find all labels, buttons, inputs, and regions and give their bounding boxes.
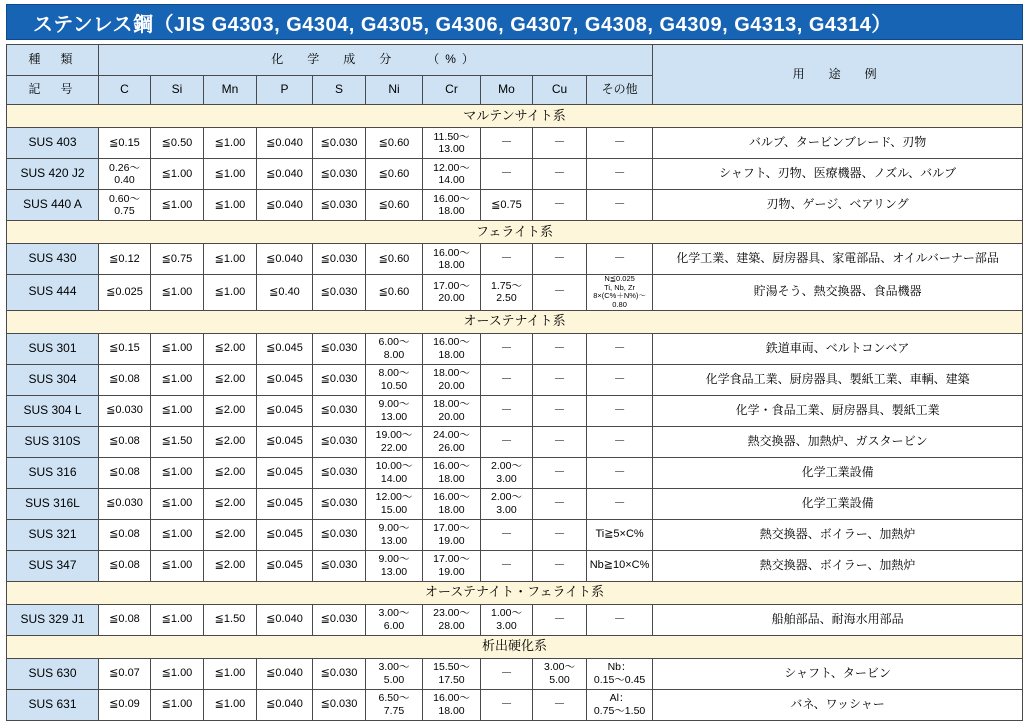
- cell-ni: 6.50～ 7.75: [366, 689, 423, 720]
- cell-mn: ≦1.00: [204, 244, 257, 275]
- table-row: [7, 275, 1023, 311]
- cell-ni: 12.00～ 15.00: [366, 488, 423, 519]
- group-name: オーステナイト系: [7, 310, 1023, 333]
- cell-cu: －: [533, 550, 587, 581]
- cell-use: 刃物、ゲージ、ベアリング: [653, 190, 1023, 221]
- cell-cr: 15.50～ 17.50: [423, 658, 481, 689]
- cell-s: ≦0.030: [313, 519, 366, 550]
- header-row-top: [7, 45, 1023, 76]
- cell-ni: ≦0.60: [366, 159, 423, 190]
- cell-mo: －: [481, 689, 533, 720]
- cell-cu: －: [533, 364, 587, 395]
- cell-p: ≦0.045: [257, 488, 313, 519]
- cell-use: シャフト、タービン: [653, 658, 1023, 689]
- cell-si: ≦1.00: [151, 395, 204, 426]
- cell-other: －: [587, 426, 653, 457]
- header-element-p: P: [257, 76, 313, 105]
- table-body: [7, 105, 1023, 721]
- cell-mo: －: [481, 426, 533, 457]
- group-name: 析出硬化系: [7, 635, 1023, 658]
- cell-c: ≦0.08: [99, 364, 151, 395]
- cell-s: ≦0.030: [313, 689, 366, 720]
- cell-use: シャフト、刃物、医療機器、ノズル、バルブ: [653, 159, 1023, 190]
- cell-ni: 9.00～ 13.00: [366, 550, 423, 581]
- cell-mo: －: [481, 519, 533, 550]
- cell-mn: ≦1.00: [204, 689, 257, 720]
- table-row: [7, 395, 1023, 426]
- cell-s: ≦0.030: [313, 426, 366, 457]
- header-element-ni: Ni: [366, 76, 423, 105]
- grade-code: SUS 444: [7, 275, 99, 311]
- cell-use: 貯湯そう、熱交換器、食品機器: [653, 275, 1023, 311]
- cell-other: －: [587, 159, 653, 190]
- group-header-row: [7, 581, 1023, 604]
- header-kind-line1: 種 類: [7, 45, 99, 76]
- table-row: [7, 244, 1023, 275]
- cell-use: 船舶部品、耐海水用部品: [653, 604, 1023, 635]
- cell-si: ≦0.50: [151, 128, 204, 159]
- cell-p: ≦0.045: [257, 457, 313, 488]
- cell-ni: ≦0.60: [366, 244, 423, 275]
- cell-cu: －: [533, 426, 587, 457]
- cell-mo: 1.00～ 3.00: [481, 604, 533, 635]
- table-row: [7, 604, 1023, 635]
- table-row: [7, 190, 1023, 221]
- table-head: [7, 45, 1023, 105]
- cell-p: ≦0.40: [257, 275, 313, 311]
- table-row: [7, 364, 1023, 395]
- cell-si: ≦1.00: [151, 275, 204, 311]
- grade-code: SUS 430: [7, 244, 99, 275]
- header-element-cu: Cu: [533, 76, 587, 105]
- cell-s: ≦0.030: [313, 550, 366, 581]
- cell-use: 熱交換器、加熱炉、ガスタービン: [653, 426, 1023, 457]
- cell-s: ≦0.030: [313, 604, 366, 635]
- cell-c: ≦0.07: [99, 658, 151, 689]
- grade-code: SUS 630: [7, 658, 99, 689]
- table-row: [7, 550, 1023, 581]
- cell-s: ≦0.030: [313, 395, 366, 426]
- cell-cr: 16.00～ 18.00: [423, 244, 481, 275]
- cell-p: ≦0.040: [257, 244, 313, 275]
- cell-ni: ≦0.60: [366, 128, 423, 159]
- cell-other: －: [587, 244, 653, 275]
- cell-cu: －: [533, 275, 587, 311]
- grade-code: SUS 310S: [7, 426, 99, 457]
- cell-use: 化学食品工業、厨房器具、製紙工業、車輌、建築: [653, 364, 1023, 395]
- table-row: [7, 159, 1023, 190]
- cell-use: 熱交換器、ボイラー、加熱炉: [653, 519, 1023, 550]
- grade-code: SUS 440 A: [7, 190, 99, 221]
- cell-cu: －: [533, 395, 587, 426]
- steel-spec-table: [6, 44, 1023, 721]
- cell-use: 鉄道車両、ベルトコンベア: [653, 333, 1023, 364]
- cell-p: ≦0.040: [257, 190, 313, 221]
- cell-s: ≦0.030: [313, 333, 366, 364]
- header-element-mn: Mn: [204, 76, 257, 105]
- cell-c: ≦0.030: [99, 395, 151, 426]
- cell-ni: 8.00～ 10.50: [366, 364, 423, 395]
- header-element-other: その他: [587, 76, 653, 105]
- cell-p: ≦0.040: [257, 689, 313, 720]
- cell-cu: －: [533, 128, 587, 159]
- cell-s: ≦0.030: [313, 275, 366, 311]
- cell-ni: 6.00～ 8.00: [366, 333, 423, 364]
- cell-mn: ≦2.00: [204, 333, 257, 364]
- cell-other: －: [587, 488, 653, 519]
- cell-cr: 16.00～ 18.00: [423, 488, 481, 519]
- cell-cu: －: [533, 333, 587, 364]
- cell-si: ≦1.00: [151, 689, 204, 720]
- cell-other: －: [587, 457, 653, 488]
- grade-code: SUS 321: [7, 519, 99, 550]
- cell-s: ≦0.030: [313, 488, 366, 519]
- cell-mo: 2.00～ 3.00: [481, 488, 533, 519]
- table-row: [7, 128, 1023, 159]
- cell-mn: ≦2.00: [204, 457, 257, 488]
- cell-si: ≦1.50: [151, 426, 204, 457]
- header-element-si: Si: [151, 76, 204, 105]
- cell-p: ≦0.045: [257, 364, 313, 395]
- cell-use: 化学工業設備: [653, 488, 1023, 519]
- group-name: フェライト系: [7, 221, 1023, 244]
- cell-s: ≦0.030: [313, 244, 366, 275]
- cell-cu: －: [533, 190, 587, 221]
- cell-cu: －: [533, 457, 587, 488]
- cell-si: ≦1.00: [151, 159, 204, 190]
- cell-ni: 3.00～ 5.00: [366, 658, 423, 689]
- cell-mo: 1.75～ 2.50: [481, 275, 533, 311]
- cell-cr: 17.00～ 20.00: [423, 275, 481, 311]
- cell-mo: －: [481, 550, 533, 581]
- cell-use: 化学・食品工業、厨房器具、製紙工業: [653, 395, 1023, 426]
- cell-p: ≦0.045: [257, 426, 313, 457]
- cell-use: 化学工業設備: [653, 457, 1023, 488]
- header-kind-line2: 記 号: [7, 76, 99, 105]
- cell-mn: ≦1.00: [204, 190, 257, 221]
- cell-mn: ≦1.00: [204, 159, 257, 190]
- group-header-row: [7, 635, 1023, 658]
- cell-c: ≦0.08: [99, 426, 151, 457]
- grade-code: SUS 631: [7, 689, 99, 720]
- table-row: [7, 426, 1023, 457]
- cell-cr: 17.00～ 19.00: [423, 519, 481, 550]
- cell-cu: －: [533, 519, 587, 550]
- cell-mn: ≦2.00: [204, 550, 257, 581]
- cell-c: 0.26～ 0.40: [99, 159, 151, 190]
- header-element-s: S: [313, 76, 366, 105]
- grade-code: SUS 329 J1: [7, 604, 99, 635]
- cell-other: －: [587, 128, 653, 159]
- table-row: [7, 488, 1023, 519]
- cell-si: ≦1.00: [151, 550, 204, 581]
- header-element-cr: Cr: [423, 76, 481, 105]
- grade-code: SUS 420 J2: [7, 159, 99, 190]
- cell-cu: －: [533, 604, 587, 635]
- cell-cu: －: [533, 488, 587, 519]
- cell-si: ≦1.00: [151, 604, 204, 635]
- cell-other: －: [587, 364, 653, 395]
- cell-p: ≦0.040: [257, 604, 313, 635]
- grade-code: SUS 403: [7, 128, 99, 159]
- group-name: マルテンサイト系: [7, 105, 1023, 128]
- grade-code: SUS 304 L: [7, 395, 99, 426]
- page-root: [0, 4, 1029, 717]
- cell-mo: －: [481, 395, 533, 426]
- table-row: [7, 689, 1023, 720]
- cell-cr: 16.00～ 18.00: [423, 457, 481, 488]
- cell-other: －: [587, 190, 653, 221]
- table-row: [7, 333, 1023, 364]
- group-header-row: [7, 221, 1023, 244]
- grade-code: SUS 301: [7, 333, 99, 364]
- cell-cr: 16.00～ 18.00: [423, 333, 481, 364]
- cell-other: Ti≧5×C%: [587, 519, 653, 550]
- cell-c: ≦0.08: [99, 519, 151, 550]
- cell-cu: －: [533, 244, 587, 275]
- cell-s: ≦0.030: [313, 658, 366, 689]
- table-row: [7, 457, 1023, 488]
- cell-cr: 11.50～ 13.00: [423, 128, 481, 159]
- cell-p: ≦0.040: [257, 159, 313, 190]
- cell-s: ≦0.030: [313, 128, 366, 159]
- cell-mn: ≦2.00: [204, 488, 257, 519]
- cell-c: ≦0.025: [99, 275, 151, 311]
- cell-mo: －: [481, 159, 533, 190]
- cell-cu: 3.00～ 5.00: [533, 658, 587, 689]
- grade-code: SUS 304: [7, 364, 99, 395]
- cell-ni: 3.00～ 6.00: [366, 604, 423, 635]
- cell-ni: 9.00～ 13.00: [366, 519, 423, 550]
- cell-si: ≦1.00: [151, 364, 204, 395]
- cell-mn: ≦2.00: [204, 426, 257, 457]
- cell-cr: 16.00～ 18.00: [423, 190, 481, 221]
- cell-other: －: [587, 333, 653, 364]
- cell-p: ≦0.040: [257, 128, 313, 159]
- cell-s: ≦0.030: [313, 190, 366, 221]
- cell-cr: 18.00～ 20.00: [423, 364, 481, 395]
- cell-s: ≦0.030: [313, 159, 366, 190]
- cell-mn: ≦2.00: [204, 364, 257, 395]
- cell-c: ≦0.12: [99, 244, 151, 275]
- cell-si: ≦1.00: [151, 190, 204, 221]
- header-use: 用 途 例: [653, 45, 1023, 105]
- cell-ni: 9.00～ 13.00: [366, 395, 423, 426]
- cell-mn: ≦1.00: [204, 658, 257, 689]
- cell-use: 化学工業、建築、厨房器具、家電部品、オイルバーナー部品: [653, 244, 1023, 275]
- cell-mn: ≦2.00: [204, 395, 257, 426]
- cell-s: ≦0.030: [313, 364, 366, 395]
- cell-mo: －: [481, 364, 533, 395]
- header-composition: 化 学 成 分 （%）: [99, 45, 653, 76]
- grade-code: SUS 316L: [7, 488, 99, 519]
- page-title: ステンレス鋼（JIS G4303, G4304, G4305, G4306, G4307, G4308, G4309, G4313, G4314）: [33, 13, 892, 36]
- cell-mn: ≦2.00: [204, 519, 257, 550]
- cell-c: ≦0.09: [99, 689, 151, 720]
- cell-cr: 18.00～ 20.00: [423, 395, 481, 426]
- cell-mn: ≦1.00: [204, 275, 257, 311]
- page-title-bar: [6, 4, 1023, 40]
- header-element-c: C: [99, 76, 151, 105]
- cell-c: ≦0.08: [99, 550, 151, 581]
- cell-ni: 10.00～ 14.00: [366, 457, 423, 488]
- group-name: オーステナイト・フェライト系: [7, 581, 1023, 604]
- cell-cr: 23.00～ 28.00: [423, 604, 481, 635]
- group-header-row: [7, 310, 1023, 333]
- cell-mo: －: [481, 128, 533, 159]
- cell-p: ≦0.045: [257, 395, 313, 426]
- cell-ni: ≦0.60: [366, 275, 423, 311]
- cell-c: ≦0.08: [99, 604, 151, 635]
- cell-use: バルブ、タービンブレード、刃物: [653, 128, 1023, 159]
- grade-code: SUS 316: [7, 457, 99, 488]
- cell-use: 熱交換器、ボイラー、加熱炉: [653, 550, 1023, 581]
- cell-cu: －: [533, 159, 587, 190]
- cell-p: ≦0.045: [257, 519, 313, 550]
- cell-mo: －: [481, 244, 533, 275]
- cell-si: ≦0.75: [151, 244, 204, 275]
- cell-si: ≦1.00: [151, 457, 204, 488]
- cell-other: Al： 0.75～1.50: [587, 689, 653, 720]
- cell-c: ≦0.15: [99, 333, 151, 364]
- group-header-row: [7, 105, 1023, 128]
- cell-mo: －: [481, 333, 533, 364]
- cell-si: ≦1.00: [151, 658, 204, 689]
- cell-cr: 24.00～ 26.00: [423, 426, 481, 457]
- cell-other: Nb： 0.15～0.45: [587, 658, 653, 689]
- cell-p: ≦0.045: [257, 333, 313, 364]
- table-row: [7, 658, 1023, 689]
- cell-other: Nb≧10×C%: [587, 550, 653, 581]
- grade-code: SUS 347: [7, 550, 99, 581]
- cell-other: N≦0.025 Ti, Nb, Zr 8×(C%＋N%)～0.80: [587, 275, 653, 311]
- cell-c: ≦0.030: [99, 488, 151, 519]
- cell-mo: 2.00～ 3.00: [481, 457, 533, 488]
- cell-other: －: [587, 604, 653, 635]
- cell-s: ≦0.030: [313, 457, 366, 488]
- cell-si: ≦1.00: [151, 519, 204, 550]
- table-row: [7, 519, 1023, 550]
- cell-other: －: [587, 395, 653, 426]
- cell-cr: 12.00～ 14.00: [423, 159, 481, 190]
- cell-use: バネ、ワッシャー: [653, 689, 1023, 720]
- cell-cr: 16.00～ 18.00: [423, 689, 481, 720]
- cell-si: ≦1.00: [151, 488, 204, 519]
- cell-p: ≦0.040: [257, 658, 313, 689]
- cell-cu: －: [533, 689, 587, 720]
- cell-mo: ≦0.75: [481, 190, 533, 221]
- header-element-mo: Mo: [481, 76, 533, 105]
- cell-p: ≦0.045: [257, 550, 313, 581]
- cell-ni: ≦0.60: [366, 190, 423, 221]
- cell-mn: ≦1.50: [204, 604, 257, 635]
- cell-si: ≦1.00: [151, 333, 204, 364]
- cell-mn: ≦1.00: [204, 128, 257, 159]
- cell-ni: 19.00～ 22.00: [366, 426, 423, 457]
- cell-mo: －: [481, 658, 533, 689]
- cell-c: 0.60～ 0.75: [99, 190, 151, 221]
- cell-cr: 17.00～ 19.00: [423, 550, 481, 581]
- cell-c: ≦0.08: [99, 457, 151, 488]
- cell-c: ≦0.15: [99, 128, 151, 159]
